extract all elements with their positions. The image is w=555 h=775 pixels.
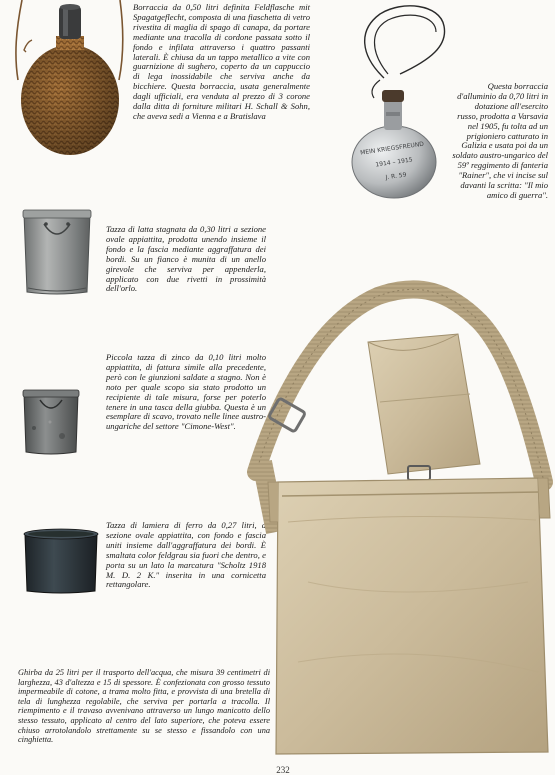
- engraving-line-3: J. R. 59: [385, 171, 407, 182]
- engraving-line-1: MEIN KRIEGSFREUND: [359, 140, 425, 157]
- caption-wicker-canteen: Borraccia da 0,50 litri definita Feldflasche mit Spagatgeflecht, composta di una fiaschetta di vetro rivestita di maglia di spago di canapa, da portare mediante una tracolla di cordone passata sotto il fondo e infilata attraverso i quattro passanti laterali. È chiusa da un tappo metallico a vite con guarnizione di sughero, coperto da un cappuccio di lega inossidabile che serviva anche da bicchiere. Questa borraccia, usata generalmente dagli ufficiali, era venduta al prezzo di 3 corone dalla ditta di forniture militari H. Schall & Sohn, che aveva sedi a Vienna e a Bratislava: [133, 2, 310, 121]
- caption-water-bag: Ghirba da 25 litri per il trasporto dell'acqua, che misura 39 centimetri di larghezza, 43 d'altezza e 15 di spessore. È confezionata con grosso tessuto impermeabile di cotone, a trama molto fitta, e provvista di una bretella di tela di lunghezza regolabile, che serviva per portarla a tracolla. Il riempimento e il travaso avvenivano attraverso un lungo manicotto dello stesso tessuto, applicato al centro del lato superiore, che poteva essere chiuso arrotolandolo strettamente su se stesso e fissandolo con una cinghietta.: [18, 668, 270, 745]
- engraving-line-2: 1914 – 1915: [375, 156, 414, 169]
- caption-aluminium-canteen: Questa borraccia d'alluminio da 0,70 litri in dotazione all'esercito russo, prodotta a Varsavia nel 1905, fu tolta ad un prigioniero catturato in Galizia e usata poi da un soldato austro-ungarico del 59º reggimento di fanteria "Rainer", che vi incise sul davanti la scritta: "Il mio amico di guerra".: [452, 81, 548, 200]
- iron-cup-image: [22, 527, 100, 597]
- water-bag-image: [248, 282, 553, 760]
- caption-zinc-cup: Piccola tazza di zinco da 0,10 litri molto appiattita, di fattura simile alla precedente, però con le giunzioni saldate a stagno. Non è noto per quale scopo sia stato prodotto un recipiente di tale misura, forse per poterlo tenere in una tasca della giubba. Questa è un esemplare di scavo, trovato nelle linee austro-ungariche del settore "Cimone-West".: [106, 352, 266, 432]
- aluminium-canteen-image: [340, 0, 460, 205]
- tin-cup-image: [22, 208, 92, 298]
- page-number: 232: [276, 765, 290, 775]
- zinc-cup-image: [22, 388, 80, 458]
- wicker-canteen-image: [12, 0, 127, 160]
- caption-tin-cup: Tazza di latta stagnata da 0,30 litri a sezione ovale appiattita, prodotta unendo insieme il fondo e la fascia mediante aggraffatura dei bordi. Su un fianco è munita di un anello girevole che serviva per appenderla, applicato con due rivetti in prossimità dell'orlo.: [106, 224, 266, 294]
- caption-iron-cup: Tazza di lamiera di ferro da 0,27 litri, a sezione ovale appiattita, con fondo e fascia uniti insieme dall'aggraffatura dei bordi. È smaltata color feldgrau sia fuori che dentro, e porta su un lato la marcatura "Scholtz 1918 M. D. 2 K." inserita in una cornicetta rettangolare.: [106, 520, 266, 590]
